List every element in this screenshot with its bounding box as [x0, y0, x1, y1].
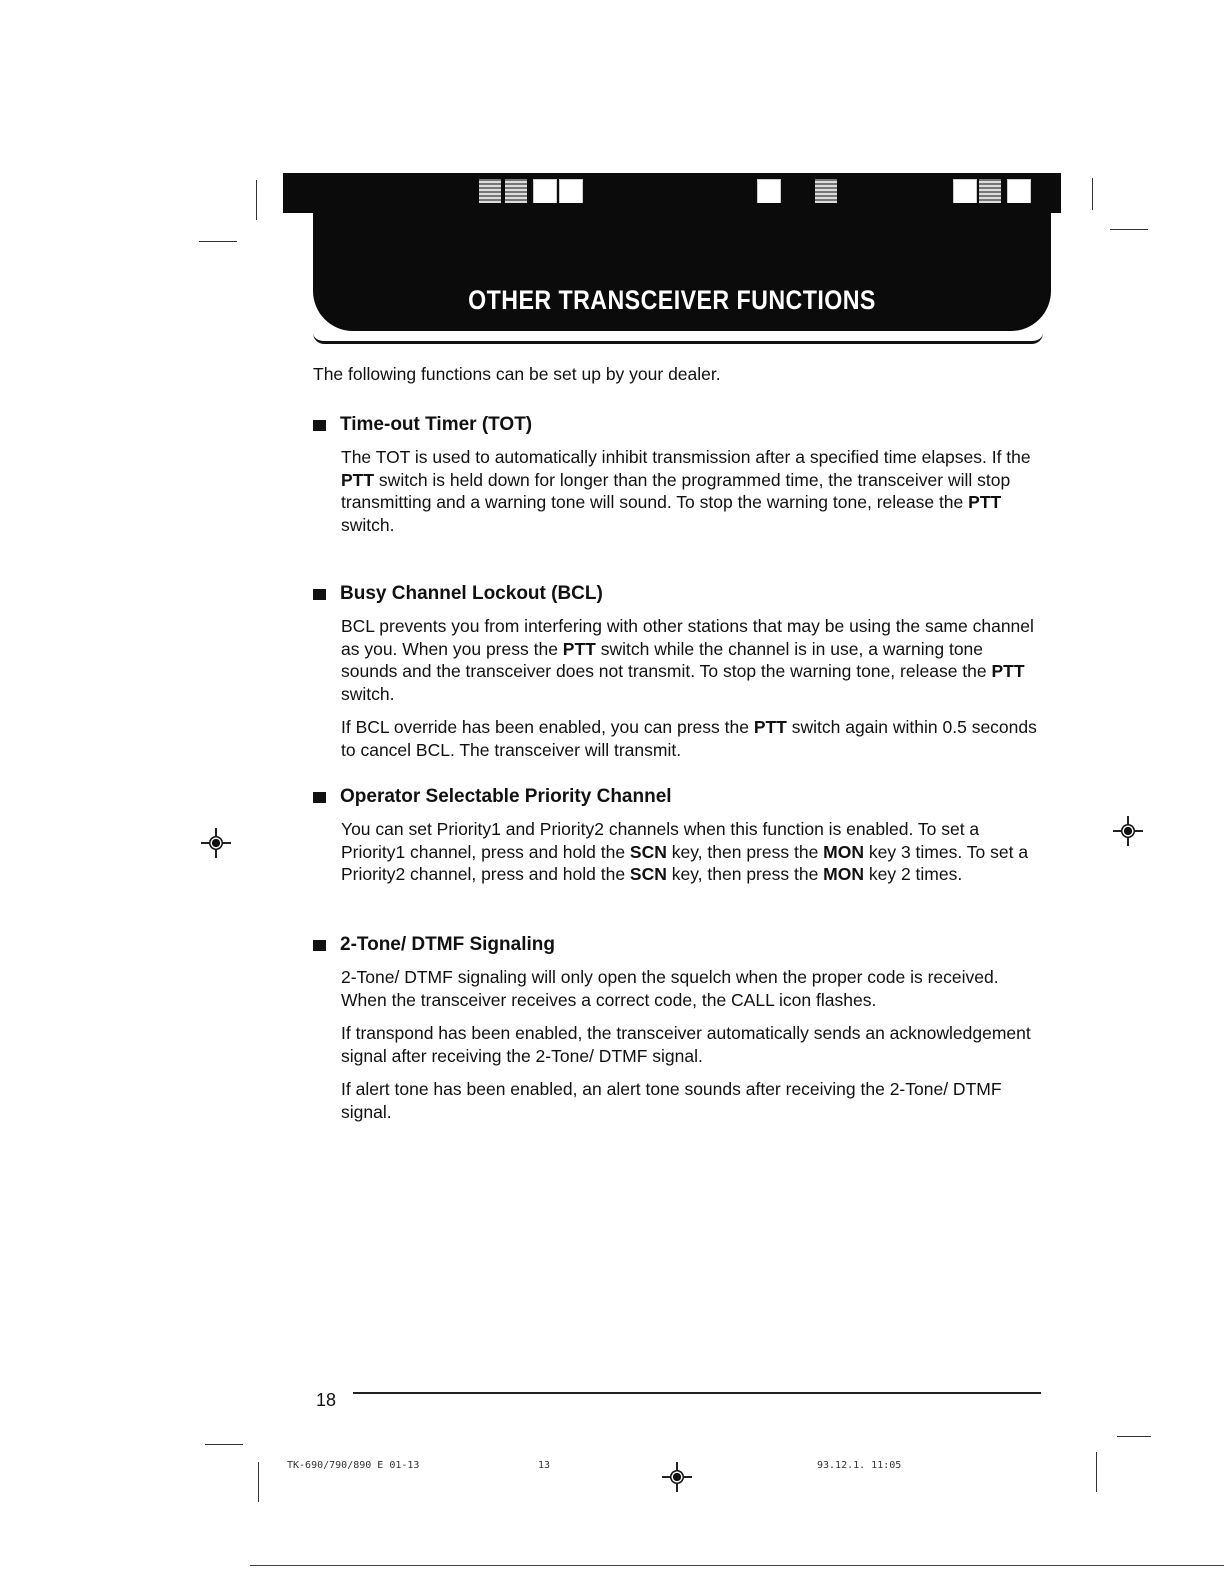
section-heading-text: Busy Channel Lockout (BCL): [340, 583, 603, 604]
paragraph: BCL prevents you from interfering with other stations that may be using the same channel as you. When you press the PTT switch while the channel is in use, a warning tone sounds and the transceiver does not transmit. To stop the warning tone, release the PTT switch.: [341, 616, 1034, 704]
crop-mark: [258, 1462, 259, 1502]
paragraph: The TOT is used to automatically inhibit transmission after a specified time elapses. If the PTT switch is held down for longer than the programmed time, the transceiver will stop transmitting and a warning tone will sound. To stop the warning tone, release the PTT switch.: [341, 447, 1031, 535]
section-tot: [313, 414, 1043, 536]
bullet-icon: [313, 792, 326, 803]
registration-mark-icon: [1113, 816, 1143, 846]
intro-text: The following functions can be set up by your dealer.: [313, 364, 721, 384]
crop-mark: [1110, 229, 1148, 230]
section-heading-text: Time-out Timer (TOT): [340, 414, 533, 435]
section-2tone-dtmf: [313, 934, 1043, 1123]
header-banner: [283, 173, 1061, 343]
bullet-icon: [313, 589, 326, 600]
section-heading: [313, 414, 1043, 436]
paragraph: You can set Priority1 and Priority2 channels when this function is enabled. To set a Priority1 channel, press and hold the SCN key, then press the MON key 3 times. To set a Priority2 channel, press and hold the SCN key, then press the MON key 2 times.: [341, 819, 1029, 884]
registration-mark-icon: [201, 828, 231, 858]
crop-mark: [256, 180, 257, 220]
crop-mark: [1117, 1436, 1151, 1437]
paragraph: If transpond has been enabled, the transceiver automatically sends an acknowledgement signal after receiving the 2-Tone/ DTMF signal.: [341, 1023, 1031, 1066]
crop-mark: [1096, 1452, 1097, 1492]
section-heading: [313, 583, 1043, 605]
page-rule: [353, 1392, 1041, 1394]
paragraph: If BCL override has been enabled, you can press the PTT switch again within 0.5 seconds to cancel BCL. The transceiver will transmit.: [341, 717, 1037, 760]
section-heading-text: 2-Tone/ DTMF Signaling: [340, 934, 555, 955]
crop-mark: [1092, 178, 1093, 210]
section-heading: [313, 934, 1043, 956]
paragraph: If alert tone has been enabled, an alert tone sounds after receiving the 2-Tone/ DTMF signal.: [341, 1079, 1002, 1122]
crop-mark: [205, 1444, 243, 1445]
section-bcl: [313, 583, 1043, 761]
registration-mark-icon: [662, 1462, 692, 1492]
footer-timestamp: 93.12.1. 11:05: [817, 1460, 902, 1471]
crop-mark: [199, 241, 237, 242]
paragraph: 2-Tone/ DTMF signaling will only open the squelch when the proper code is received. When the transceiver receives a correct code, the CALL icon flashes.: [341, 967, 999, 1010]
footer-file-id: TK-690/790/890 E 01-13: [287, 1460, 420, 1471]
bullet-icon: [313, 940, 326, 951]
bottom-edge-line: [250, 1565, 1224, 1566]
bullet-icon: [313, 420, 326, 431]
section-priority-channel: [313, 786, 1043, 886]
banner-underline: [313, 333, 1043, 344]
footer-sheet-number: 13: [538, 1460, 551, 1471]
page-title: OTHER TRANSCEIVER FUNCTIONS: [468, 285, 876, 315]
section-heading: [313, 786, 1043, 808]
page-number: 18: [316, 1390, 337, 1410]
section-heading-text: Operator Selectable Priority Channel: [340, 786, 672, 807]
